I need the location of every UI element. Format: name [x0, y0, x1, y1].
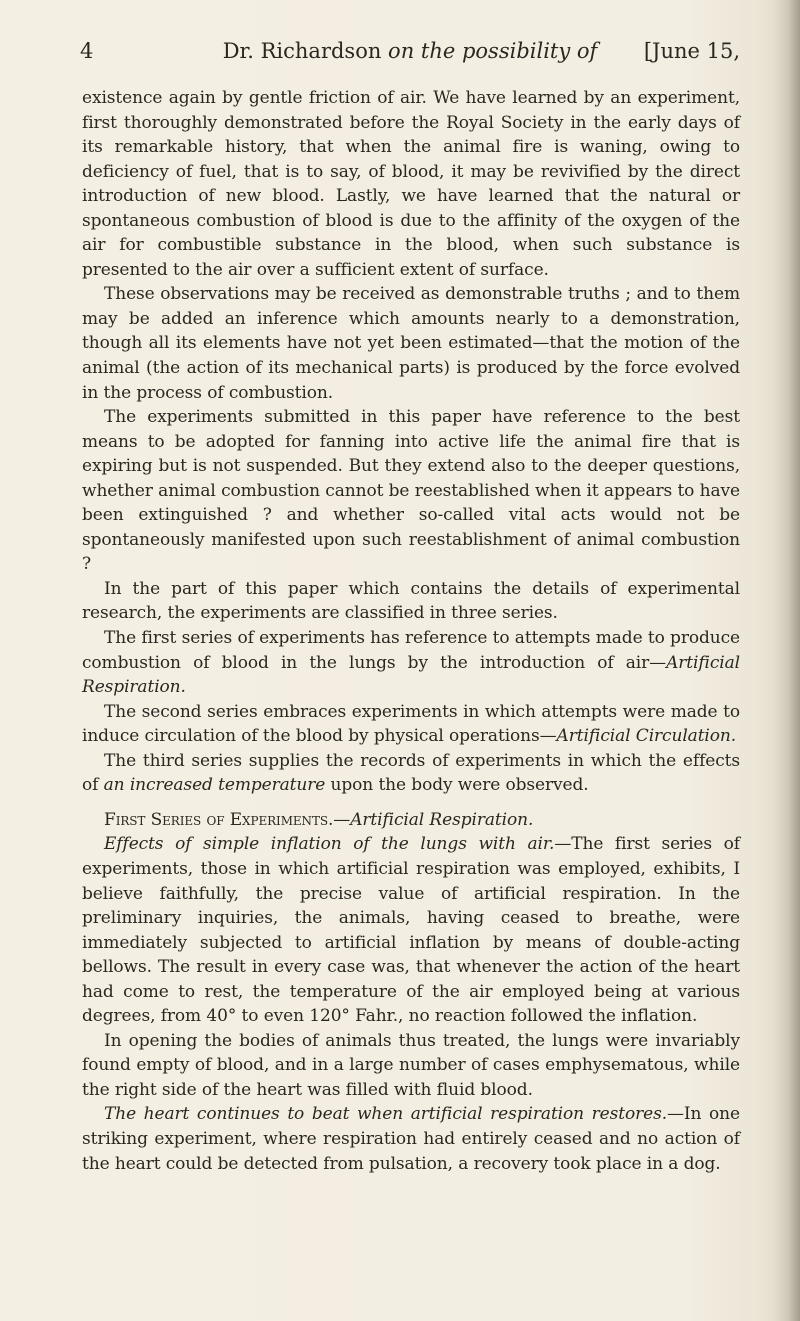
paragraph-10-italic: The heart continues to beat when artificial respiration restores. [104, 1104, 668, 1125]
paragraph-6-text: The second series embraces experiments in which attempts were made to induce circulation of the blood by physical operations— [82, 701, 740, 747]
paragraph-10-text: —In one striking experiment, where respiration had entirely ceased and no action of the heart could be detected from pulsation, a recovery took place in a dog. [82, 1104, 740, 1174]
paragraph-1: existence again by gentle friction of air. We have learned by an experiment, first thoroughly demonstrated before the Royal Society in the early days of its remarkable history, that when the animal fire is waning, owing to deficiency of fuel, that is to say, of blood, it may be revivified by the direct introduction of new blood. Lastly, we have learned that the natural or spontaneous combustion of blood is due to the affinity of the oxygen of the air for combustible substance in the blood, when such substance is presented to the air over a sufficient extent of surface. [82, 88, 740, 280]
paragraph-7-pre: The third series supplies the records of experiments in which the effects of [82, 750, 740, 796]
section-heading-dash: — [333, 809, 351, 830]
running-title-prefix: Dr. Richardson [222, 39, 389, 63]
paragraph-7 [82, 749, 740, 798]
paragraph-7-post: upon the body were observed. [325, 775, 589, 796]
paragraph-2: These observations may be received as demonstrable truths ; and to them may be added an inference which amounts nearly to a demonstration, though all its elements have not yet been estimated—that the motion of the animal (the action of its mechanical parts) is produced by the force evolved in the process of combustion. [82, 284, 740, 403]
running-title [80, 36, 740, 66]
section-heading [82, 808, 740, 833]
section-heading-italic: Artificial Respiration. [350, 809, 534, 830]
page-number: 4 [80, 39, 94, 63]
paragraph-9: In opening the bodies of animals thus treated, the lungs were invariably found empty of blood, and in a large number of cases emphysematous, while the right side of the heart was filled with fluid blood. [82, 1030, 740, 1100]
body-text [82, 86, 740, 1176]
section-heading-title: First Series of Experiments. [104, 809, 334, 830]
paragraph-8-text: —The first series of experiments, those in which artificial respiration was employed, exhibits, I believe faithfully, the precise value of artificial respiration. In the preliminary inquiries, the animals, having ceased to breathe, were immediately subjected to artificial inflation by means of double-acting bellows. The result in every case was, that whenever the action of the heart had come to rest, the temperature of the air employed being at various degrees, from 40° to even 120° Fahr., no reaction followed the inflation. [82, 834, 740, 1027]
page-edge-shadow [774, 0, 800, 1321]
paragraph-6-italic: Artificial Circulation. [556, 726, 737, 747]
paragraph-6 [82, 700, 740, 749]
paragraph-5-text: The first series of experiments has reference to attempts made to produce combustion of blood in the lungs by the introduction of air— [82, 628, 740, 673]
paragraph-10 [82, 1102, 740, 1176]
paragraph-5-italic: Artificial Respiration. [82, 652, 740, 698]
running-title-italic: on the possibility of [388, 39, 598, 63]
paragraph-3: The experiments submitted in this paper have reference to the best means to be adopted for fanning into active life the animal fire that is expiring but is not suspended. But they extend also to the deeper questions, whether animal combustion cannot be reestablished when it appears to have been extinguished ? and whether so-called vital acts would not be spontaneously manifested upon such reestablishment of animal combustion ? [82, 407, 740, 575]
paragraph-8 [82, 832, 740, 1028]
paragraph-8-italic: Effects of simple inflation of the lungs with air. [104, 834, 555, 855]
running-header [80, 36, 740, 66]
paragraph-4: In the part of this paper which contains the details of experimental research, the experiments are classified in three series. [82, 578, 740, 624]
paragraph-7-italic: an increased temperature [103, 775, 326, 796]
paragraph-5 [82, 626, 740, 700]
running-date: [June 15, [643, 39, 740, 63]
